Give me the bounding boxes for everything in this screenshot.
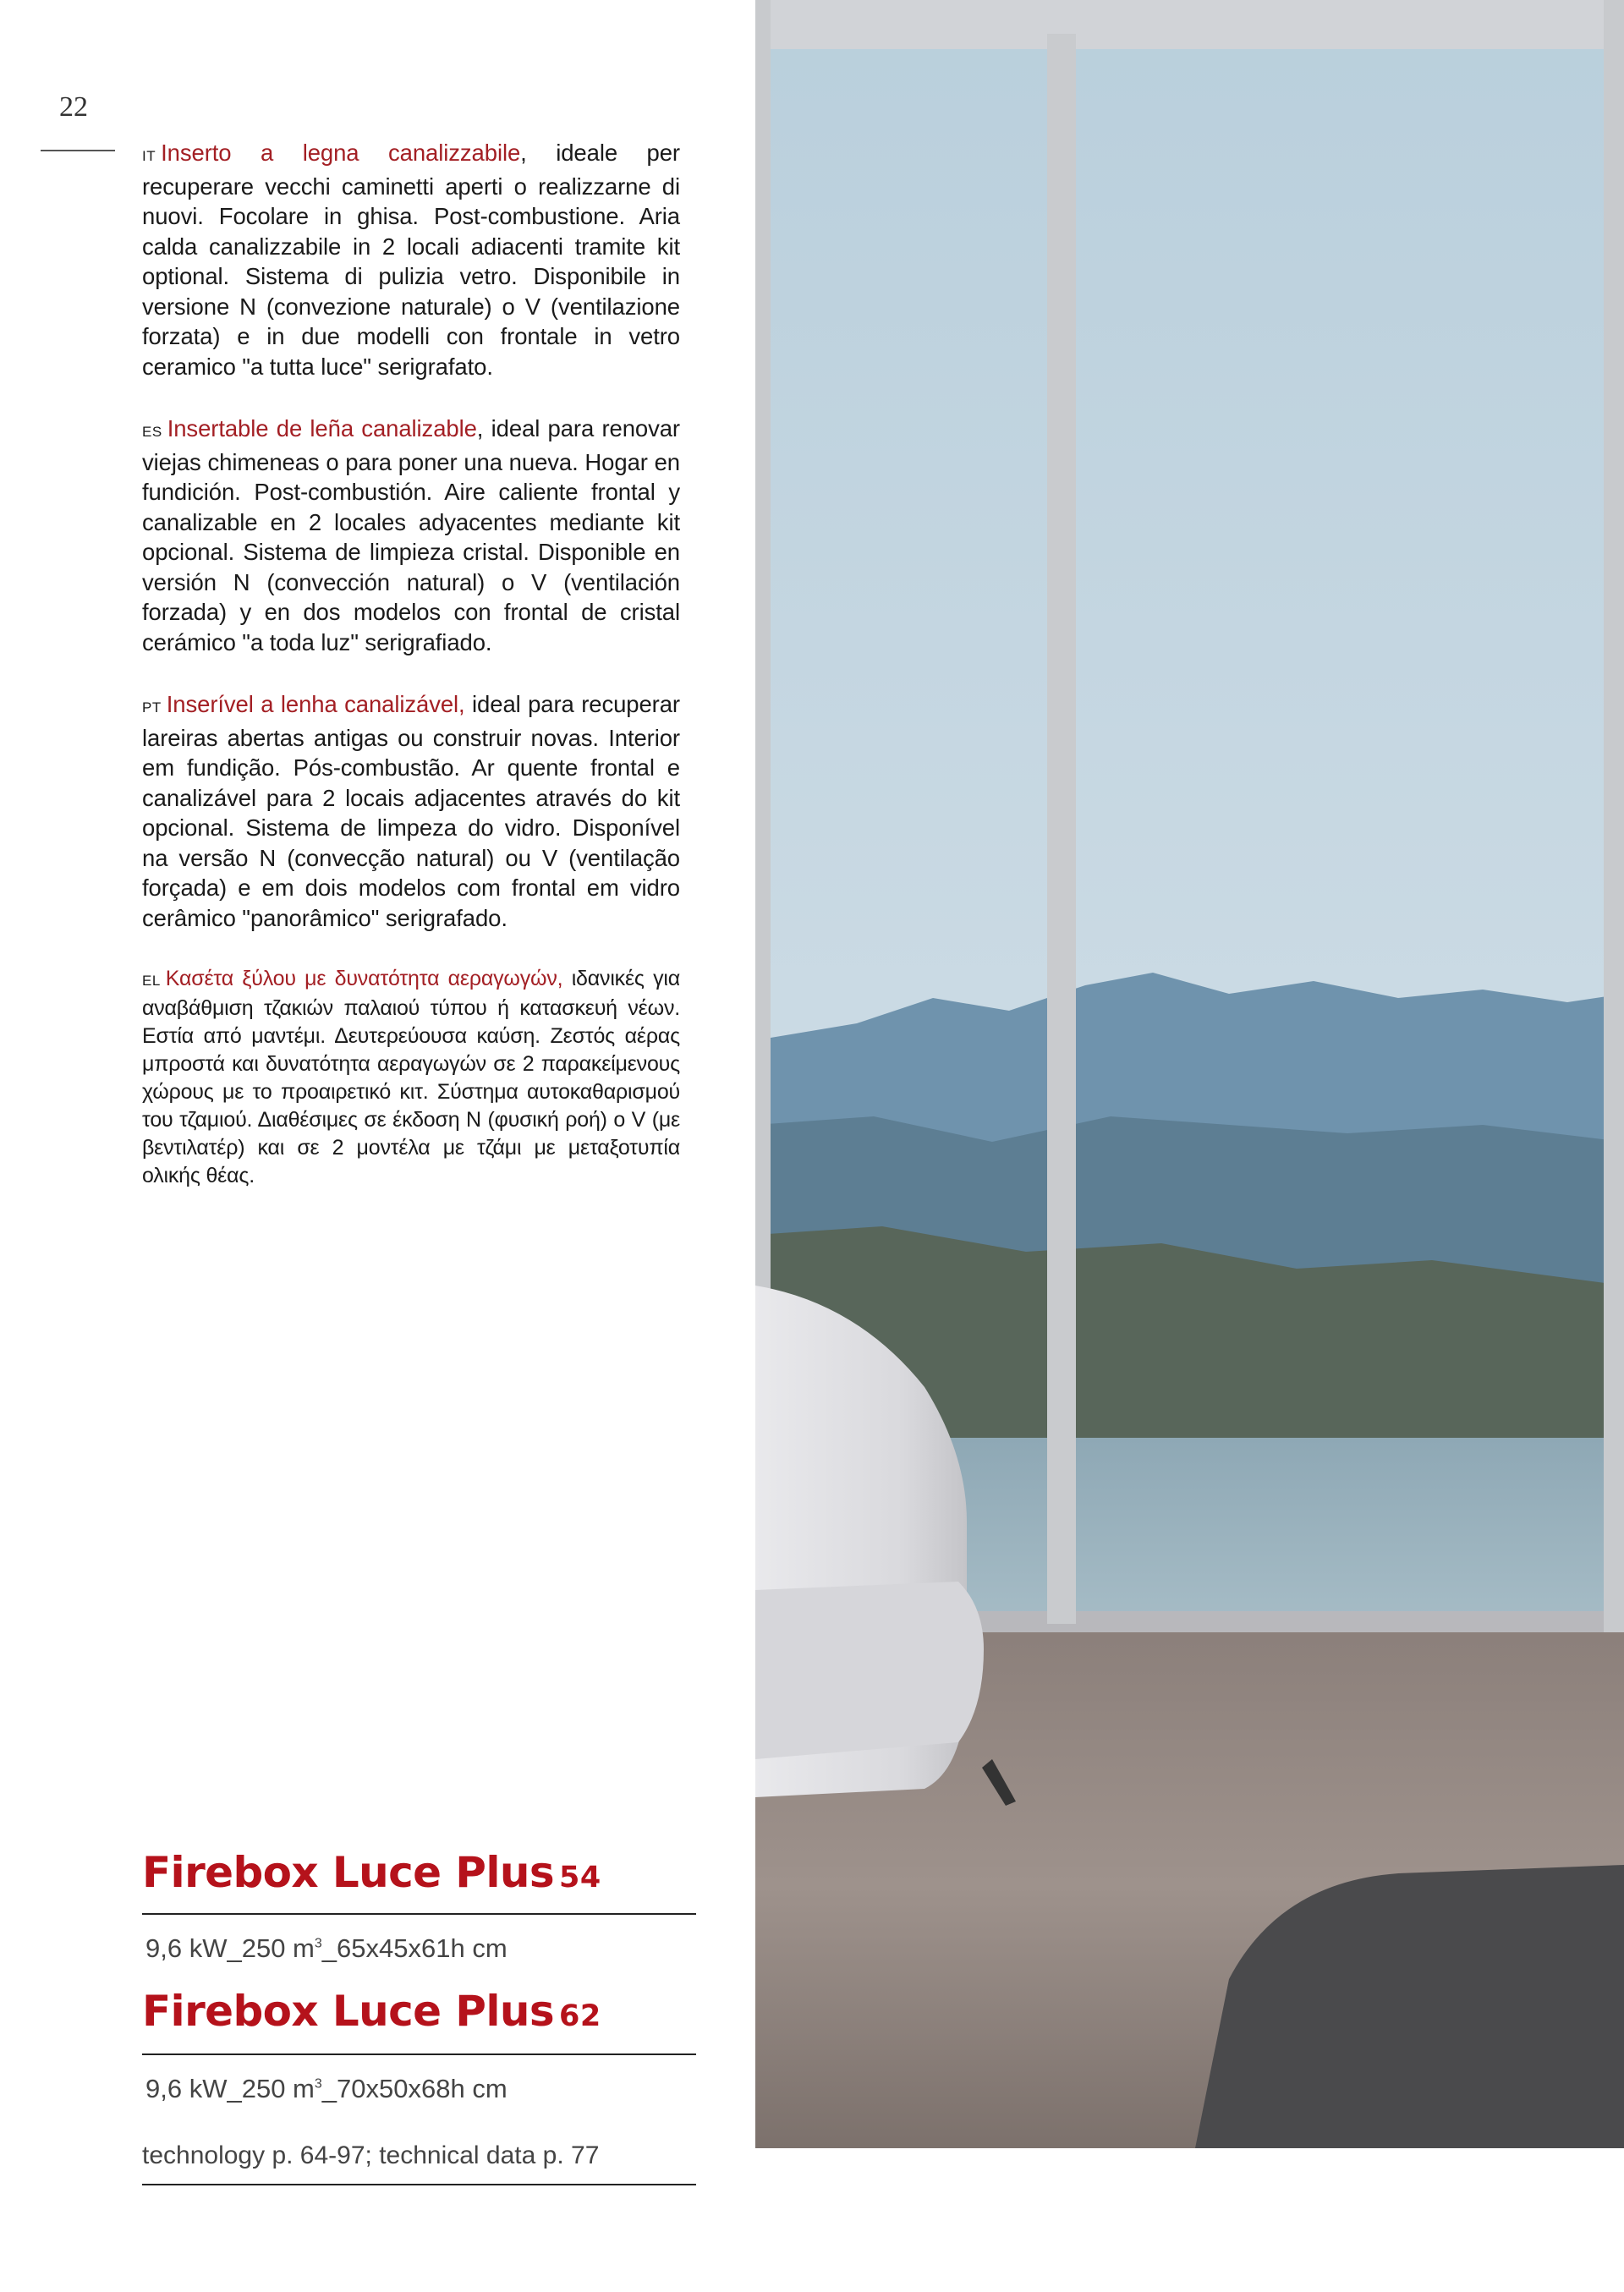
window-frame-right	[1604, 0, 1624, 1632]
product-type-el: Κασέτα ξύλου με δυνατότητα αεραγωγών,	[165, 967, 563, 990]
divider	[142, 2184, 696, 2185]
paragraph-text-pt: ideal para recuperar lareiras abertas antigas ou construir novas. Interior em fundição. Pós-combustão. Ar quente frontal e canalizável para 2 locais adjacentes através do kit opcional. Sistema de limpeza do vidro. Disponível na versão N (convecção natural) ou V (ventilação forçada) e em dois modelos com frontal em vidro cerâmico "panorâmico" serigrafado.	[142, 691, 680, 931]
product-size: 54	[559, 1861, 601, 1894]
product-name: Firebox Luce Plus	[142, 1848, 555, 1897]
page-references: technology p. 64-97; technical data p. 77	[142, 2141, 600, 2169]
product-spec-54	[145, 1933, 508, 1964]
window-frame-top	[755, 0, 1624, 49]
product-title-62	[142, 1987, 601, 2036]
lang-code-el: EL	[142, 973, 161, 989]
paragraph-el	[142, 965, 680, 1190]
divider	[142, 1913, 696, 1915]
room-photo	[755, 0, 1624, 2148]
paragraph-text-el: ιδανικές για αναβάθμιση τζακιών παλαιού τύπου ή κατασκευή νέων. Εστία από μαντέμι. Δευτερεύουσα καύση. Ζεστός αέρας μπροστά και δυνατότητα αεραγωγών σε 2 παρακείμενους χώρους με το προαιρετικό κιτ. Σύστημα αυτοκαθαρισμού του τζαμιού. Διαθέσιμες σε έκδοση N (φυσική ροή) ο V (με βεντιλατέρ) και σε 2 μοντέλα με τζάμι με μεταξοτυπία ολικής θέας.	[142, 967, 680, 1187]
spec-dimensions: _70x50x68h cm	[321, 2074, 508, 2103]
lang-code-pt: PT	[142, 699, 162, 716]
page-number: 22	[59, 91, 88, 123]
sofa-seat	[755, 1582, 984, 1759]
product-spec-62	[145, 2074, 508, 2104]
page-number-rule	[41, 150, 115, 151]
product-name: Firebox Luce Plus	[142, 1987, 555, 2036]
spec-power-volume: 9,6 kW_250 m	[145, 1933, 315, 1963]
product-size: 62	[559, 1999, 601, 2033]
paragraph-text-es: , ideal para renovar viejas chimeneas o para poner una nueva. Hogar en fundición. Post-combustión. Aire caliente frontal y canalizable en 2 locales adyacentes mediante kit opcional. Sistema de limpieza cristal. Disponible en versión N (convección natural) o V (ventilación forzada) y en dos modelos con frontal de cristal cerámico "a toda luz" serigrafiado.	[142, 415, 680, 655]
paragraph-pt	[142, 689, 680, 933]
product-type-es: Insertable de leña canalizable	[167, 415, 477, 441]
lang-code-es: ES	[142, 424, 162, 440]
paragraph-it	[142, 138, 680, 381]
spec-power-volume: 9,6 kW_250 m	[145, 2074, 315, 2103]
spec-superscript: 3	[314, 1936, 322, 1951]
description-column	[142, 138, 680, 1222]
divider	[142, 2053, 696, 2055]
paragraph-text-it: , ideale per recuperare vecchi caminetti aperti o realizzarne di nuovi. Focolare in ghisa. Post-combustione. Aria calda canalizzabile in 2 locali adiacenti tramite kit optional. Sistema di pulizia vetro. Disponibile in versione N (convezione naturale) o V (ventilazione forzata) e in due modelli con frontale in vetro ceramico "a tutta luce" serigrafato.	[142, 140, 680, 380]
lang-code-it: IT	[142, 148, 156, 164]
product-type-pt: Inserível a lenha canalizável,	[166, 691, 465, 717]
product-type-it: Inserto a legna canalizzabile	[161, 140, 521, 166]
paragraph-es	[142, 414, 680, 657]
window-mullion	[1047, 34, 1076, 1624]
spec-superscript: 3	[314, 2076, 322, 2092]
product-title-54	[142, 1848, 601, 1897]
spec-dimensions: _65x45x61h cm	[321, 1933, 508, 1963]
